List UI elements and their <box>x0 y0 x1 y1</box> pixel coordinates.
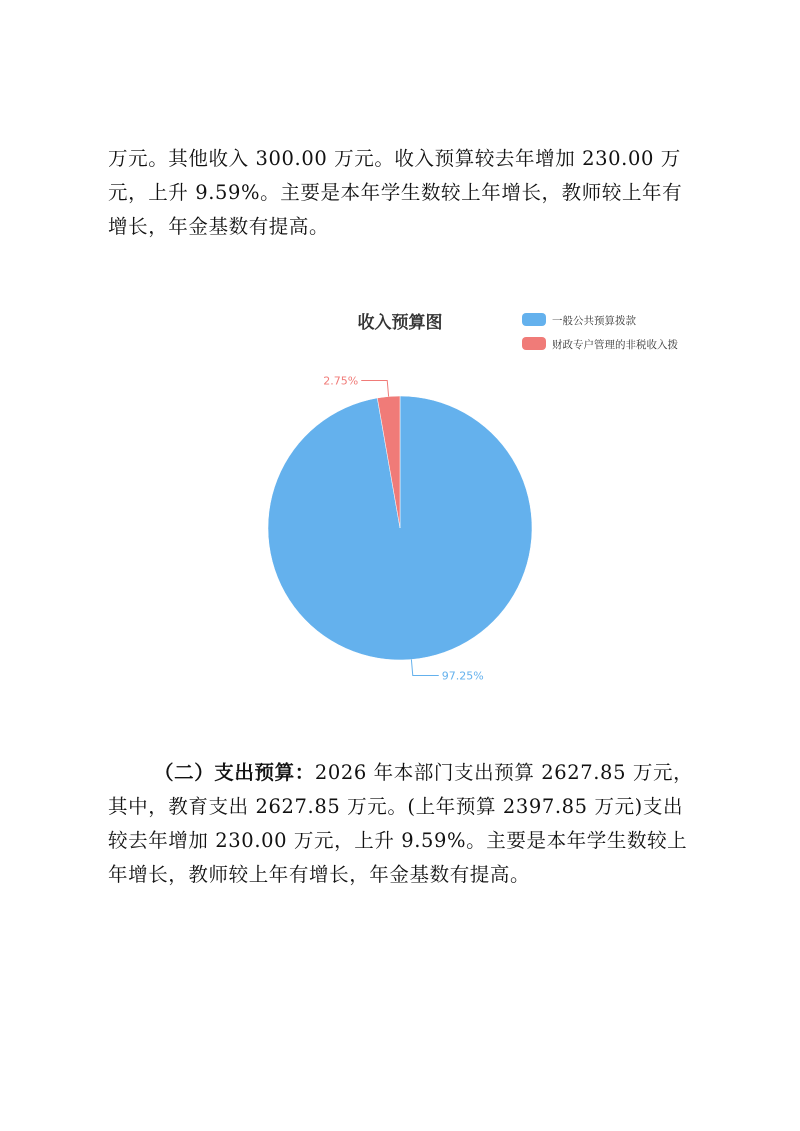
chart-legend <box>522 313 678 351</box>
pie-percent-label: 2.75% <box>323 374 359 388</box>
pie-percent-label: 97.25% <box>441 669 484 683</box>
income-budget-paragraph <box>108 142 694 244</box>
income-budget-pie-chart <box>250 298 710 698</box>
chart-title: 收入预算图 <box>357 313 443 333</box>
text-line: 其中，教育支出 2627.85 万元。(上年预算 2397.85 万元)支出 <box>108 795 684 818</box>
text-line: 年增长，教师较上年有增长，年金基数有提高。 <box>108 863 531 886</box>
text-line: 元，上升 9.59%。主要是本年学生数较上年增长，教师较上年有 <box>108 181 683 204</box>
legend-label[interactable]: 财政专户管理的非税收入拨 <box>552 339 678 351</box>
text-line: 万元。其他收入 300.00 万元。收入预算较去年增加 230.00 万 <box>108 147 681 170</box>
pie-chart-svg <box>250 298 710 698</box>
pie-label-leader <box>361 381 388 397</box>
text-line: 较去年增加 230.00 万元，上升 9.59%。主要是本年学生数较上 <box>108 829 688 852</box>
expenditure-budget-paragraph <box>108 756 694 892</box>
legend-swatch[interactable] <box>522 337 546 350</box>
text-run: 2026 年本部门支出预算 2627.85 万元， <box>314 761 694 784</box>
text-line: 增长，年金基数有提高。 <box>108 215 330 238</box>
section-heading: （二）支出预算： <box>154 761 315 784</box>
pie-slices <box>268 396 532 660</box>
text-line <box>108 756 694 790</box>
pie-label-leader <box>411 660 438 676</box>
legend-label[interactable]: 一般公共预算拨款 <box>552 315 636 327</box>
legend-swatch[interactable] <box>522 313 546 326</box>
